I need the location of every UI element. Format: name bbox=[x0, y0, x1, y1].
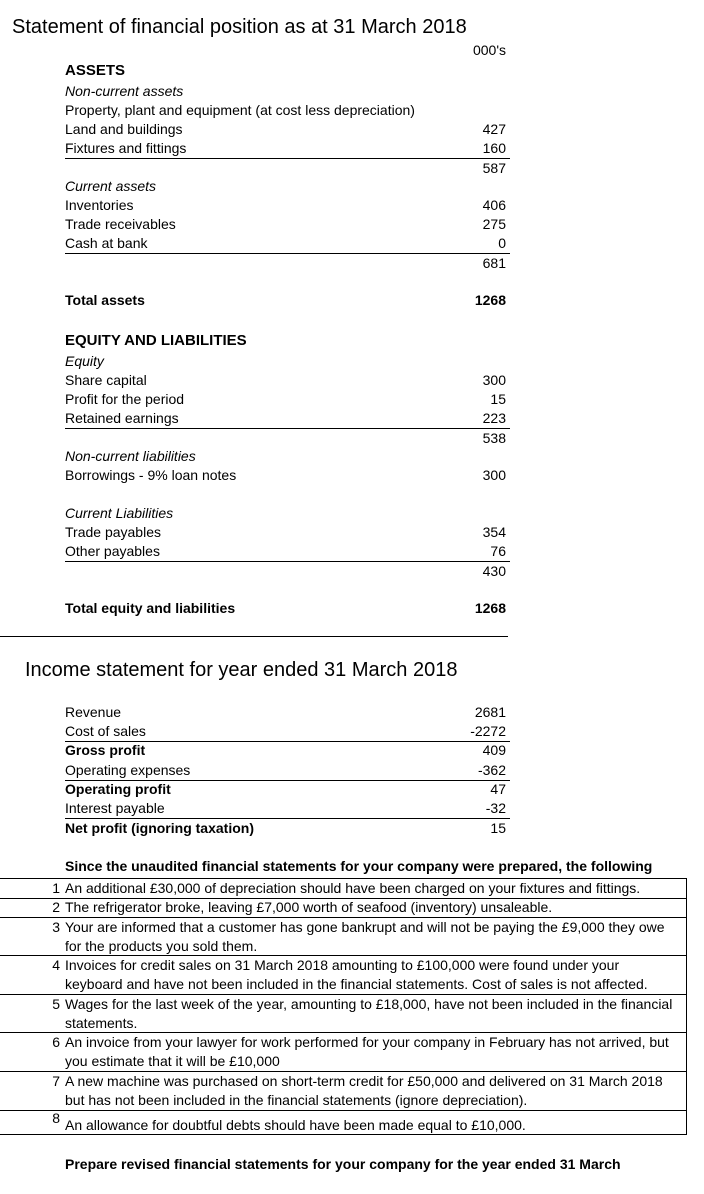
current-liabilities-heading: Current Liabilities bbox=[65, 505, 174, 521]
is-row-interest-payable: Interest payable -32 bbox=[65, 799, 510, 819]
notes-intro: Since the unaudited financial statements for your company were prepared, the following bbox=[65, 858, 653, 874]
section-divider bbox=[0, 636, 508, 637]
balance-sheet-title: Statement of financial position as at 31 March 2018 bbox=[12, 16, 467, 38]
equity-liabilities-heading: EQUITY AND LIABILITIES bbox=[65, 332, 247, 349]
is-row-net-profit: Net profit (ignoring taxation) 15 bbox=[65, 820, 506, 836]
task-prompt: Prepare revised financial statements for your company for the year ended 31 March bbox=[65, 1156, 621, 1172]
equity-total: 538 bbox=[482, 430, 506, 446]
notes-right-rule bbox=[686, 878, 687, 1135]
note-item-3: 3 Your are informed that a customer has gone bankrupt and will not be paying the £9,000 they owe for the products you sold them. bbox=[0, 918, 686, 956]
current-liabilities-total: 430 bbox=[482, 563, 506, 579]
income-statement-title: Income statement for year ended 31 March 2018 bbox=[25, 659, 458, 681]
non-current-assets-total: 587 bbox=[482, 160, 506, 176]
row-borrowings: Borrowings - 9% loan notes 300 bbox=[65, 467, 506, 483]
row-trade-payables: Trade payables 354 bbox=[65, 524, 506, 540]
is-row-gross-profit: Gross profit 409 bbox=[65, 742, 506, 758]
current-assets-total: 681 bbox=[482, 255, 506, 271]
note-item-7: 7 A new machine was purchased on short-term credit for £50,000 and delivered on 31 March 2018 but has not been included in the financial statements (ignore depreciation). bbox=[0, 1072, 686, 1111]
row-profit-period: Profit for the period 15 bbox=[65, 391, 506, 407]
unit-header: 000's bbox=[472, 42, 506, 58]
row-share-capital: Share capital 300 bbox=[65, 372, 506, 388]
row-fixtures-fittings: Fixtures and fittings 160 bbox=[65, 139, 510, 159]
row-trade-receivables: Trade receivables 275 bbox=[65, 216, 506, 232]
is-row-revenue: Revenue 2681 bbox=[65, 704, 506, 720]
note-item-6: 6 An invoice from your lawyer for work performed for your company in February has not arrived, but you estimate that it will be £10,000 bbox=[0, 1033, 686, 1072]
row-other-payables: Other payables 76 bbox=[65, 542, 510, 562]
assets-heading: ASSETS bbox=[65, 62, 126, 79]
note-item-1: 1 An additional £30,000 of depreciation should have been charged on your fixtures and fittings. bbox=[0, 879, 686, 899]
row-cash-at-bank: Cash at bank 0 bbox=[65, 234, 510, 254]
is-row-operating-expenses: Operating expenses -362 bbox=[65, 761, 510, 781]
row-inventories: Inventories 406 bbox=[65, 197, 506, 213]
row-total-equity-liabilities: Total equity and liabilities 1268 bbox=[65, 600, 506, 616]
ppe-label: Property, plant and equipment (at cost less depreciation) bbox=[65, 102, 415, 118]
row-land-buildings: Land and buildings 427 bbox=[65, 121, 506, 137]
row-retained-earnings: Retained earnings 223 bbox=[65, 409, 510, 429]
non-current-assets-heading: Non-current assets bbox=[65, 83, 184, 99]
note-item-5: 5 Wages for the last week of the year, amounting to £18,000, have not been included in the financial statements. bbox=[0, 995, 686, 1033]
equity-heading: Equity bbox=[65, 353, 104, 369]
note-item-8: 8 An allowance for doubtful debts should have been made equal to £10,000. bbox=[0, 1111, 686, 1135]
is-row-cost-of-sales: Cost of sales -2272 bbox=[65, 722, 510, 742]
non-current-liabilities-heading: Non-current liabilities bbox=[65, 448, 196, 464]
row-total-assets: Total assets 1268 bbox=[65, 292, 506, 308]
current-assets-heading: Current assets bbox=[65, 178, 157, 194]
note-item-2: 2 The refrigerator broke, leaving £7,000 worth of seafood (inventory) unsaleable. bbox=[0, 898, 686, 918]
note-item-4: 4 Invoices for credit sales on 31 March 2018 amounting to £100,000 were found under your keyboard and have not been included in the financial statements. Cost of sales is not affected. bbox=[0, 956, 686, 995]
is-row-operating-profit: Operating profit 47 bbox=[65, 781, 506, 797]
